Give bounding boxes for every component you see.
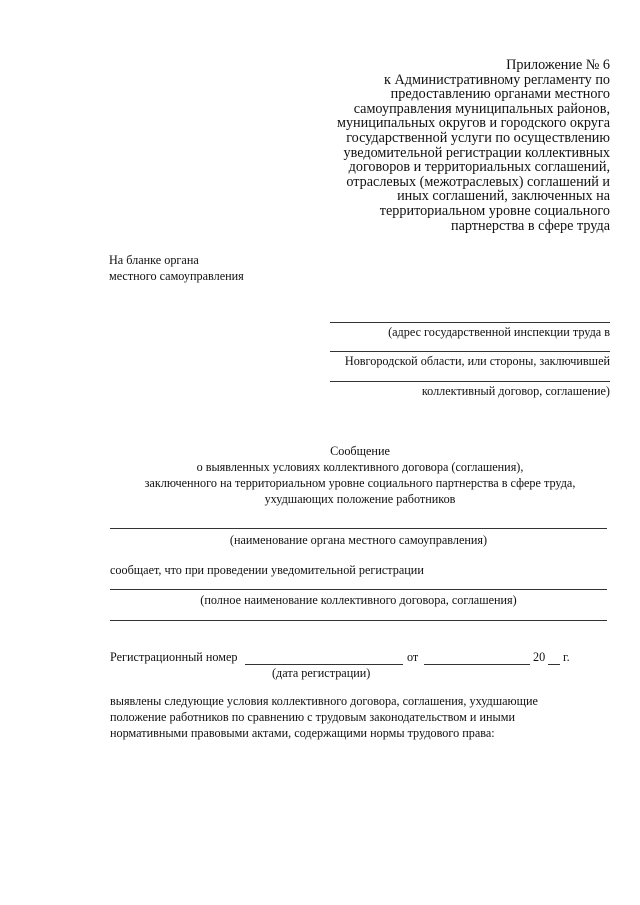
address-fill-line[interactable] <box>330 381 610 382</box>
appendix-line: территориальном уровне социального <box>379 202 610 219</box>
reg-date-field[interactable] <box>424 664 530 665</box>
organ-name-line[interactable] <box>110 528 607 529</box>
appendix-line: отраслевых (межотраслевых) соглашений и <box>346 173 610 190</box>
agreement-name-line[interactable] <box>110 589 607 590</box>
appendix-line: договоров и территориальных соглашений, <box>348 159 610 176</box>
address-fill-line[interactable] <box>330 351 610 352</box>
appendix-line: к Административному регламенту по <box>384 71 610 88</box>
paragraph-line: выявлены следующие условия коллективного договора, соглашения, ухудшающие <box>110 694 538 708</box>
findings-paragraph <box>110 693 580 741</box>
date-caption: (дата регистрации) <box>272 666 371 680</box>
year-suffix: г. <box>563 650 570 664</box>
reg-number-field[interactable] <box>245 664 403 665</box>
reports-text: сообщает, что при проведении уведомительной регистрации <box>110 563 424 577</box>
title-line: о выявленных условиях коллективного договора (соглашения), <box>196 460 524 474</box>
address-caption: Новгородской области, или стороны, заключившей <box>344 354 610 368</box>
address-caption: коллективный договор, соглашение) <box>421 384 610 398</box>
agreement-name-caption: (полное наименование коллективного договора, соглашения) <box>200 593 517 607</box>
address-caption: (адрес государственной инспекции труда в <box>388 325 610 339</box>
appendix-line: самоуправления муниципальных районов, <box>353 100 610 117</box>
title-line: Сообщение <box>330 444 390 458</box>
from-label: от <box>407 650 419 664</box>
organ-name-caption: (наименование органа местного самоуправления) <box>229 533 488 547</box>
title-line: ухудшающих положение работников <box>264 492 456 506</box>
appendix-line: Приложение № 6 <box>506 57 610 73</box>
appendix-line: партнерства в сфере труда <box>451 217 610 234</box>
address-fill-line[interactable] <box>330 322 610 323</box>
appendix-line: уведомительной регистрации коллективных <box>343 144 610 161</box>
appendix-line: предоставлению органами местного <box>390 86 610 103</box>
message-title <box>110 443 610 507</box>
paragraph-line: нормативными правовыми актами, содержащими нормы трудового права: <box>110 726 495 740</box>
agreement-name-line[interactable] <box>110 620 607 621</box>
appendix-line: иных соглашений, заключенных на <box>397 188 610 205</box>
year-field[interactable] <box>548 664 560 665</box>
title-line: заключенного на территориальном уровне социального партнерства в сфере труда, <box>144 476 576 490</box>
paragraph-line: положение работников по сравнению с трудовым законодательством и иными <box>110 710 515 724</box>
letterhead-note-line: На бланке органа <box>109 253 199 267</box>
appendix-line: муниципальных округов и городского округа <box>336 115 610 132</box>
appendix-header <box>280 58 610 233</box>
appendix-line: государственной услуги по осуществлению <box>346 129 610 146</box>
reg-number-label: Регистрационный номер <box>110 650 238 664</box>
year-prefix: 20 <box>533 650 546 664</box>
letterhead-note-line: местного самоуправления <box>109 269 244 283</box>
letterhead-note <box>109 252 244 284</box>
